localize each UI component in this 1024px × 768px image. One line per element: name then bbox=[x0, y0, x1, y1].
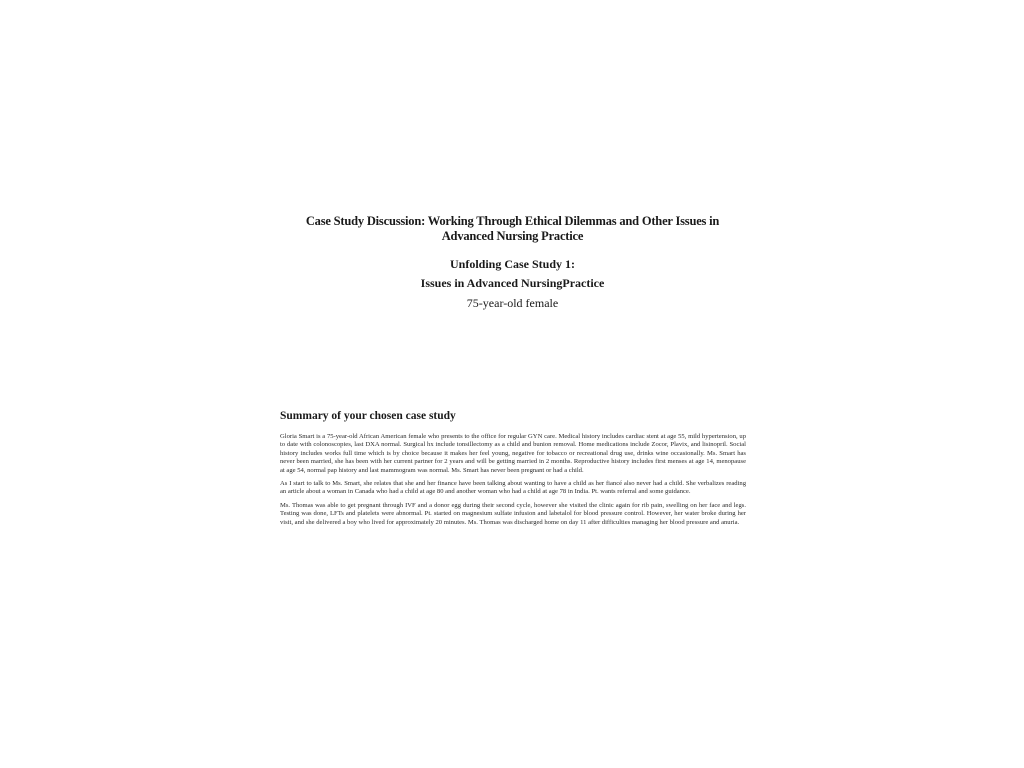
summary-paragraph-3: Ms. Thomas was able to get pregnant through IVF and a donor egg during their second cycle, however she visited the clinic again for rib pain, swelling on her face and legs. Testing was done, LFTs and platelets were abnormal. Pt. started on magnesium sulfate infusion and labetalol for blood pressure control. However, her water broke during her visit, and she delivered a boy who lived for approximately 20 minutes. Ms. Thomas was discharged home on day 11 after difficulties managing her blood pressure and anuria. bbox=[280, 501, 746, 526]
document-title: Case Study Discussion: Working Through Ethical Dilemmas and Other Issues in Advanced Nursing Practice bbox=[305, 214, 720, 243]
summary-paragraph-1: Gloria Smart is a 75-year-old African American female who presents to the office for regular GYN care. Medical history includes cardiac stent at age 55, mild hypertension, up to date with colonoscopies, last DXA normal. Surgical hx include tonsillectomy as a child and bunion removal. Home medications include Zocor, Plavix, and lisinopril. Social history includes works full time which is by choice because it makes her feel young, negative for tobacco or recreational drug use, drinks wine occasionally. Ms. Smart has never been married, she has been with her current partner for 2 years and will be getting married in 2 months. Reproductive history includes first menses at age 14, menopause at age 54, normal pap history and last mammogram was normal. Ms. Smart has never been pregnant or had a child. bbox=[280, 433, 746, 474]
case-study-heading: Unfolding Case Study 1: bbox=[449, 257, 576, 271]
summary-section bbox=[280, 409, 746, 532]
title-block bbox=[280, 214, 745, 311]
summary-heading: Summary of your chosen case study bbox=[280, 410, 456, 422]
patient-descriptor: 75-year-old female bbox=[466, 296, 559, 310]
case-study-subheading: Issues in Advanced NursingPractice bbox=[420, 276, 605, 290]
summary-paragraph-2: As I start to talk to Ms. Smart, she relates that she and her finance have been talking about wanting to have a child as her fiancé also never had a child. She verbalizes reading an article about a woman in Canada who had a child at age 80 and another woman who had a child at age 78 in India. Pt. wants referral and some guidance. bbox=[280, 480, 746, 496]
